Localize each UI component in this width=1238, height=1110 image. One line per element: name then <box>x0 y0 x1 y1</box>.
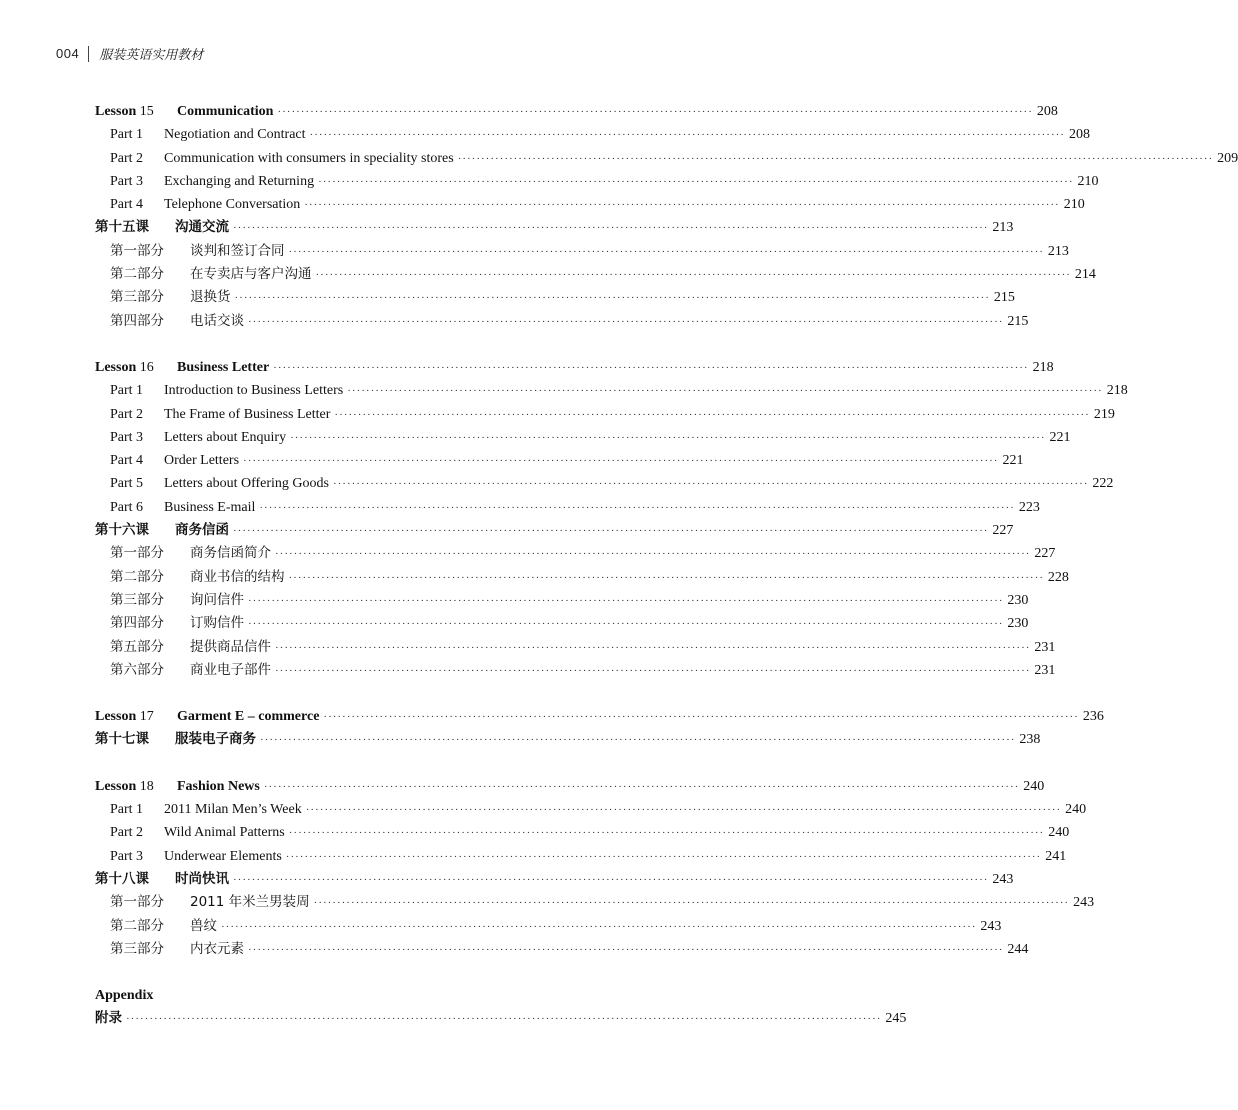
dot-leader: ·································································································································································· <box>313 897 1070 910</box>
page-ref: 223 <box>1018 499 1040 515</box>
lesson-number: 18 <box>139 778 154 794</box>
page-ref: 238 <box>1019 732 1041 748</box>
zh-part-title: 提供商品信件 <box>190 638 271 655</box>
lesson-title: Communication <box>177 104 274 119</box>
page-ref: 243 <box>1073 895 1095 911</box>
page-ref: 231 <box>1034 639 1056 655</box>
part-title: Exchanging and Returning <box>164 173 315 189</box>
section-gap <box>95 961 713 984</box>
page-ref: 227 <box>992 523 1014 539</box>
part-title: The Frame of Business Letter <box>164 406 331 422</box>
zh-part-number: 第三部分 <box>110 940 164 957</box>
toc-zh-part[interactable] <box>95 915 1002 938</box>
toc-part[interactable] <box>95 147 1238 170</box>
part-title: Negotiation and Contract <box>164 127 306 143</box>
page-ref: 240 <box>1065 802 1087 818</box>
dot-leader: ·································································································································································· <box>233 222 989 235</box>
dot-leader: ·································································································································································· <box>248 618 1004 631</box>
dot-leader: ·································································································································································· <box>126 1013 882 1026</box>
page-ref: 221 <box>1002 453 1024 469</box>
zh-part-title: 兽纹 <box>190 917 217 934</box>
dot-leader: ·································································································································································· <box>304 199 1060 212</box>
toc-zh-part[interactable] <box>95 659 1056 682</box>
zh-lesson-title: 商务信函 <box>175 522 229 539</box>
dot-leader: ·································································································································································· <box>332 478 1089 491</box>
dot-leader: ·································································································································································· <box>285 850 1042 863</box>
dot-leader: ·································································································································································· <box>273 361 1029 374</box>
toc-lesson-16[interactable] <box>95 356 1054 379</box>
dot-leader: ·································································································································································· <box>290 431 1046 444</box>
lesson-title: Business Letter <box>177 359 270 375</box>
lesson-number: 17 <box>139 709 154 725</box>
dot-leader: ·································································································································································· <box>318 175 1074 188</box>
part-title: 2011 Milan Men’s Week <box>164 802 302 818</box>
toc-zh-part[interactable] <box>95 636 1056 659</box>
toc-part[interactable] <box>95 170 1099 193</box>
page-ref: 227 <box>1034 546 1056 562</box>
zh-lesson-number: 第十八课 <box>95 870 149 887</box>
page-ref: 244 <box>1007 941 1029 957</box>
page-ref: 209 <box>1217 150 1238 166</box>
dot-leader: ·································································································································································· <box>288 245 1044 258</box>
toc-zh-lesson-18[interactable] <box>95 868 1014 891</box>
dot-leader: ·································································································································································· <box>275 641 1031 654</box>
toc-part[interactable] <box>95 798 1087 821</box>
dot-leader: ·································································································································································· <box>457 152 1214 165</box>
zh-part-number: 第四部分 <box>110 312 164 329</box>
zh-part-number: 第二部分 <box>110 266 164 283</box>
page-ref: 218 <box>1032 359 1054 375</box>
zh-part-title: 商业书信的结构 <box>190 568 285 585</box>
part-number: Part 3 <box>110 848 144 864</box>
part-number: Part 5 <box>110 476 144 492</box>
toc-lesson-17[interactable] <box>95 705 1104 728</box>
page-ref: 219 <box>1093 406 1115 422</box>
zh-part-title: 退换货 <box>190 289 231 306</box>
page-ref: 230 <box>1007 592 1029 608</box>
zh-part-number: 第二部分 <box>110 917 164 934</box>
page-ref: 236 <box>1082 709 1104 725</box>
appendix-title: Appendix <box>95 988 154 1004</box>
page-ref: 214 <box>1074 267 1096 283</box>
appendix-zh-title: 附录 <box>95 1010 122 1027</box>
zh-lesson-number: 第十七课 <box>95 731 149 748</box>
toc-zh-lesson-15[interactable] <box>95 216 1014 239</box>
dot-leader: ·································································································································································· <box>248 594 1004 607</box>
toc-part[interactable] <box>95 821 1070 844</box>
zh-part-title: 2011 年米兰男装周 <box>190 894 310 911</box>
dot-leader: ·································································································································································· <box>288 827 1045 840</box>
running-header <box>56 44 203 63</box>
part-title: Telephone Conversation <box>164 197 301 213</box>
part-title: Business E-mail <box>164 499 256 515</box>
zh-part-number: 第四部分 <box>110 615 164 632</box>
toc-zh-part[interactable] <box>95 286 1015 309</box>
dot-leader: ·································································································································································· <box>263 780 1020 793</box>
page-ref: 208 <box>1036 104 1058 119</box>
zh-part-number: 第一部分 <box>110 894 164 911</box>
toc-appendix-heading[interactable] <box>95 984 713 1007</box>
page-ref: 245 <box>885 1011 907 1027</box>
page-ref: 243 <box>980 918 1002 934</box>
toc-zh-part[interactable] <box>95 612 1029 635</box>
dot-leader: ·································································································································································· <box>334 408 1090 421</box>
lesson-word: Lesson <box>95 778 137 794</box>
page-ref: 210 <box>1063 197 1085 213</box>
dot-leader: ·································································································································································· <box>347 385 1103 398</box>
page-ref: 243 <box>992 871 1014 887</box>
zh-part-title: 询问信件 <box>190 591 244 608</box>
zh-part-title: 商业电子部件 <box>190 661 271 678</box>
part-title: Order Letters <box>164 453 240 469</box>
part-number: Part 4 <box>110 453 144 469</box>
toc-part[interactable] <box>95 845 1067 868</box>
lesson-word: Lesson <box>95 104 137 119</box>
dot-leader: ·································································································································································· <box>277 106 1033 118</box>
part-number: Part 2 <box>110 406 144 422</box>
dot-leader: ·································································································································································· <box>275 548 1031 561</box>
zh-part-title: 在专卖店与客户沟通 <box>190 266 312 283</box>
toc-part[interactable] <box>95 496 1040 519</box>
toc-zh-part[interactable] <box>95 263 1096 286</box>
lesson-title: Fashion News <box>177 778 260 794</box>
zh-lesson-title: 时尚快讯 <box>175 870 229 887</box>
page-ref: 240 <box>1023 778 1045 794</box>
dot-leader: ·································································································································································· <box>305 804 1062 817</box>
part-title: Communication with consumers in speciality stores <box>164 150 454 166</box>
page-ref: 208 <box>1068 127 1090 143</box>
section-gap <box>95 333 713 356</box>
page-ref: 213 <box>1047 243 1069 259</box>
dot-leader: ·································································································································································· <box>315 269 1071 282</box>
toc-part[interactable] <box>95 449 1024 472</box>
toc-lesson-15[interactable] <box>95 100 1058 123</box>
zh-part-number: 第一部分 <box>110 242 164 259</box>
dot-leader: ·································································································································································· <box>309 129 1065 142</box>
part-title: Letters about Offering Goods <box>164 476 329 492</box>
toc-zh-part[interactable] <box>95 938 1029 961</box>
page-ref: 218 <box>1106 383 1128 399</box>
toc-part[interactable] <box>95 426 1071 449</box>
part-title: Wild Animal Patterns <box>164 825 285 841</box>
dot-leader: ·································································································································································· <box>233 525 989 538</box>
section-gap <box>95 682 713 705</box>
part-number: Part 3 <box>110 173 144 189</box>
page-ref: 210 <box>1077 173 1099 189</box>
toc-zh-part[interactable] <box>95 542 1056 565</box>
zh-lesson-title: 沟通交流 <box>175 219 229 236</box>
zh-part-title: 商务信函简介 <box>190 545 271 562</box>
zh-part-number: 第二部分 <box>110 568 164 585</box>
toc-zh-part[interactable] <box>95 589 1029 612</box>
lesson-number: 16 <box>139 359 154 375</box>
toc-zh-part[interactable] <box>95 310 1029 333</box>
page-ref: 230 <box>1007 616 1029 632</box>
part-number: Part 1 <box>110 383 144 399</box>
page-ref: 215 <box>993 290 1015 306</box>
page-ref: 240 <box>1048 825 1070 841</box>
lesson-word: Lesson <box>95 709 137 725</box>
zh-part-title: 谈判和签订合同 <box>190 242 285 259</box>
lesson-title: Garment E – commerce <box>177 709 320 725</box>
part-number: Part 2 <box>110 150 144 166</box>
page-ref: 215 <box>1007 313 1029 329</box>
dot-leader: ·································································································································································· <box>248 943 1004 956</box>
zh-part-number: 第三部分 <box>110 591 164 608</box>
zh-lesson-number: 第十五课 <box>95 219 149 236</box>
zh-part-title: 内衣元素 <box>190 940 244 957</box>
part-number: Part 3 <box>110 429 144 445</box>
part-title: Underwear Elements <box>164 848 282 864</box>
dot-leader: ·································································································································································· <box>323 711 1079 724</box>
toc-zh-lesson-17[interactable] <box>95 728 1041 751</box>
dot-leader: ·································································································································································· <box>259 501 1015 514</box>
dot-leader: ·································································································································································· <box>260 734 1016 747</box>
header-divider <box>88 46 89 62</box>
toc-part[interactable] <box>95 379 1128 402</box>
dot-leader: ·································································································································································· <box>288 571 1044 584</box>
zh-part-number: 第五部分 <box>110 638 164 655</box>
part-number: Part 2 <box>110 825 144 841</box>
page-number: 004 <box>56 46 80 61</box>
part-number: Part 1 <box>110 127 144 143</box>
dot-leader: ·································································································································································· <box>248 315 1004 328</box>
toc-part[interactable] <box>95 403 1115 426</box>
zh-part-title: 订购信件 <box>190 615 244 632</box>
toc-zh-part[interactable] <box>95 891 1095 914</box>
toc-appendix[interactable] <box>95 1007 907 1030</box>
page-ref: 221 <box>1049 429 1071 445</box>
zh-part-number: 第一部分 <box>110 545 164 562</box>
dot-leader: ·································································································································································· <box>221 920 977 933</box>
zh-part-number: 第六部分 <box>110 661 164 678</box>
zh-part-number: 第三部分 <box>110 289 164 306</box>
lesson-number: 15 <box>139 104 154 119</box>
dot-leader: ·································································································································································· <box>234 292 990 305</box>
zh-lesson-title: 服装电子商务 <box>175 731 256 748</box>
dot-leader: ·································································································································································· <box>233 873 989 886</box>
toc-zh-lesson-16[interactable] <box>95 519 1014 542</box>
zh-part-title: 电话交谈 <box>190 312 244 329</box>
toc-part[interactable] <box>95 193 1085 216</box>
page-ref: 231 <box>1034 662 1056 678</box>
dot-leader: ·································································································································································· <box>275 664 1031 677</box>
part-number: Part 1 <box>110 802 144 818</box>
page-ref: 241 <box>1045 848 1067 864</box>
part-title: Letters about Enquiry <box>164 429 287 445</box>
dot-leader: ·································································································································································· <box>243 455 999 468</box>
part-title: Introduction to Business Letters <box>164 383 344 399</box>
table-of-contents <box>95 100 1238 1031</box>
section-gap <box>95 752 713 775</box>
page-ref: 213 <box>992 220 1014 236</box>
lesson-word: Lesson <box>95 359 137 375</box>
toc-zh-part[interactable] <box>95 240 1069 263</box>
part-number: Part 6 <box>110 499 144 515</box>
toc-zh-part[interactable] <box>95 566 1069 589</box>
page-ref: 222 <box>1092 476 1114 492</box>
toc-lesson-18[interactable] <box>95 775 1045 798</box>
toc-part[interactable] <box>95 472 1114 495</box>
zh-lesson-number: 第十六课 <box>95 522 149 539</box>
toc-part[interactable] <box>95 123 1090 146</box>
page-ref: 228 <box>1047 569 1069 585</box>
part-number: Part 4 <box>110 197 144 213</box>
book-title: 服装英语实用教材 <box>99 47 204 62</box>
